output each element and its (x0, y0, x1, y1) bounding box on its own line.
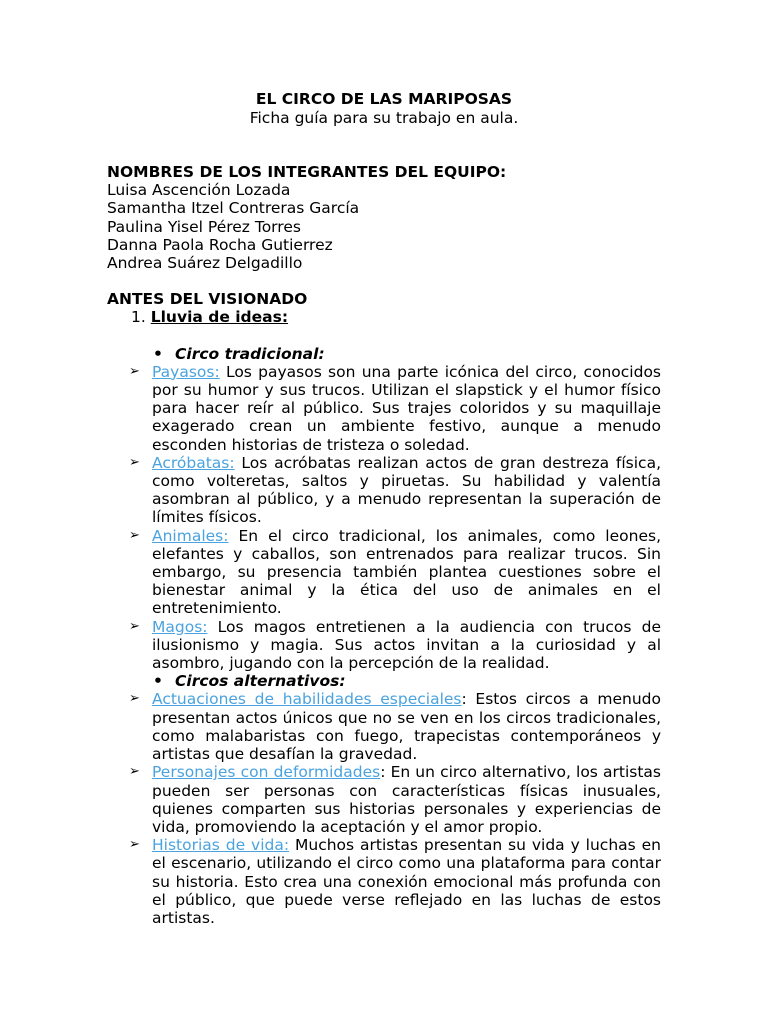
item-text: Los acróbatas realizan actos de gran destreza física, como volteretas, saltos y piruetas. Su habilidad y valentía asombran al público, y a menudo representan la superación de límites físicos. (152, 453, 661, 527)
item-term-link[interactable]: Acróbatas: (152, 453, 235, 472)
team-member: Luisa Ascención Lozada (107, 181, 291, 200)
item-term-link[interactable]: Personajes con deformidades (152, 763, 381, 782)
team-member: Paulina Yisel Pérez Torres (107, 217, 301, 236)
item-text: Estos circos a menudo presentan actos únicos que no se ven en los circos tradicionales, como malabaristas con fuego, trapecistas contemporáneos y artistas que desafían la gravedad. (152, 690, 661, 764)
document-body (107, 163, 661, 927)
item-paragraph (152, 618, 661, 673)
item-text: Muchos artistas presentan su vida y luchas en el escenario, utilizando el circo como una plataforma para contar su historia. Esto crea una conexión emocional más profunda con el público, que puede verse reflejado en las luchas de estos artistas. (152, 836, 661, 927)
team-member: Andrea Suárez Delgadillo (107, 254, 303, 273)
item-text: Los payasos son una parte icónica del circo, conocidos por su humor y sus trucos. Utilizan el slapstick y el humor físico para hacer reír al público. Sus trajes coloridos y su maquillaje exagerado crean un ambiente festivo, aunque a menudo esconden historias de tristeza o soledad. (152, 362, 661, 454)
arrow-bullet-icon: ➢ (129, 764, 140, 780)
document-subtitle: Ficha guía para su trabajo en aula. (249, 109, 519, 127)
item-term-link[interactable]: Animales: (152, 526, 229, 545)
list-item (107, 363, 661, 454)
item-label: Lluvia de ideas: (150, 308, 289, 327)
arrow-bullet-icon: ➢ (129, 527, 140, 543)
list-item (107, 618, 661, 673)
section-heading: ANTES DEL VISIONADO (107, 290, 308, 309)
group-heading (107, 672, 661, 690)
team-member: Samantha Itzel Contreras García (107, 199, 360, 218)
arrow-bullet-icon: ➢ (129, 363, 140, 379)
team-member-list (107, 181, 661, 272)
group-title: Circos alternativos: (175, 672, 346, 691)
item-separator: : (380, 763, 386, 782)
numbered-item (107, 308, 661, 326)
item-paragraph (152, 454, 661, 527)
team-member: Danna Paola Rocha Gutierrez (107, 235, 333, 254)
item-text: En el circo tradicional, los animales, como leones, elefantes y caballos, son entrenados para realizar trucos. Sin embargo, su presencia también plantea cuestiones sobre el bienestar animal y la ética del uso de animales en el entretenimiento. (152, 526, 661, 618)
group-title: Circo tradicional: (175, 344, 325, 363)
list-item (107, 454, 661, 527)
idea-groups (107, 345, 661, 928)
arrow-bullet-icon: ➢ (129, 618, 140, 634)
item-paragraph (152, 763, 661, 836)
item-paragraph (152, 527, 661, 618)
item-number: 1. (131, 308, 146, 327)
list-item (107, 763, 661, 836)
list-item (107, 527, 661, 618)
item-text: Los magos entretienen a la audiencia con trucos de ilusionismo y magia. Sus actos invitan a la curiosidad y al asombro, jugando con la percepción de la realidad. (152, 617, 661, 673)
item-term-link[interactable]: Magos: (152, 617, 208, 636)
team-heading: NOMBRES DE LOS INTEGRANTES DEL EQUIPO: (107, 163, 507, 181)
item-term-link[interactable]: Payasos: (152, 362, 220, 381)
item-term-link[interactable]: Historias de vida: (152, 836, 290, 855)
item-term-link[interactable]: Actuaciones de habilidades especiales (152, 690, 462, 709)
arrow-bullet-icon: ➢ (129, 837, 140, 853)
arrow-bullet-icon: ➢ (129, 454, 140, 470)
bullet-icon: • (153, 672, 163, 691)
list-item (107, 690, 661, 763)
arrow-bullet-icon: ➢ (129, 691, 140, 707)
title-block (0, 90, 768, 128)
bullet-icon: • (153, 344, 163, 363)
document-title: EL CIRCO DE LAS MARIPOSAS (255, 90, 513, 108)
group-heading (107, 345, 661, 363)
item-text: En un circo alternativo, los artistas pueden ser personas con características físicas inusuales, quienes comparten sus historias personales y experiencias de vida, promoviendo la aceptación y el amor propio. (152, 763, 661, 836)
item-paragraph (152, 363, 661, 454)
item-paragraph (152, 690, 661, 763)
item-paragraph (152, 836, 661, 927)
item-separator: : (461, 690, 467, 709)
list-item (107, 836, 661, 927)
